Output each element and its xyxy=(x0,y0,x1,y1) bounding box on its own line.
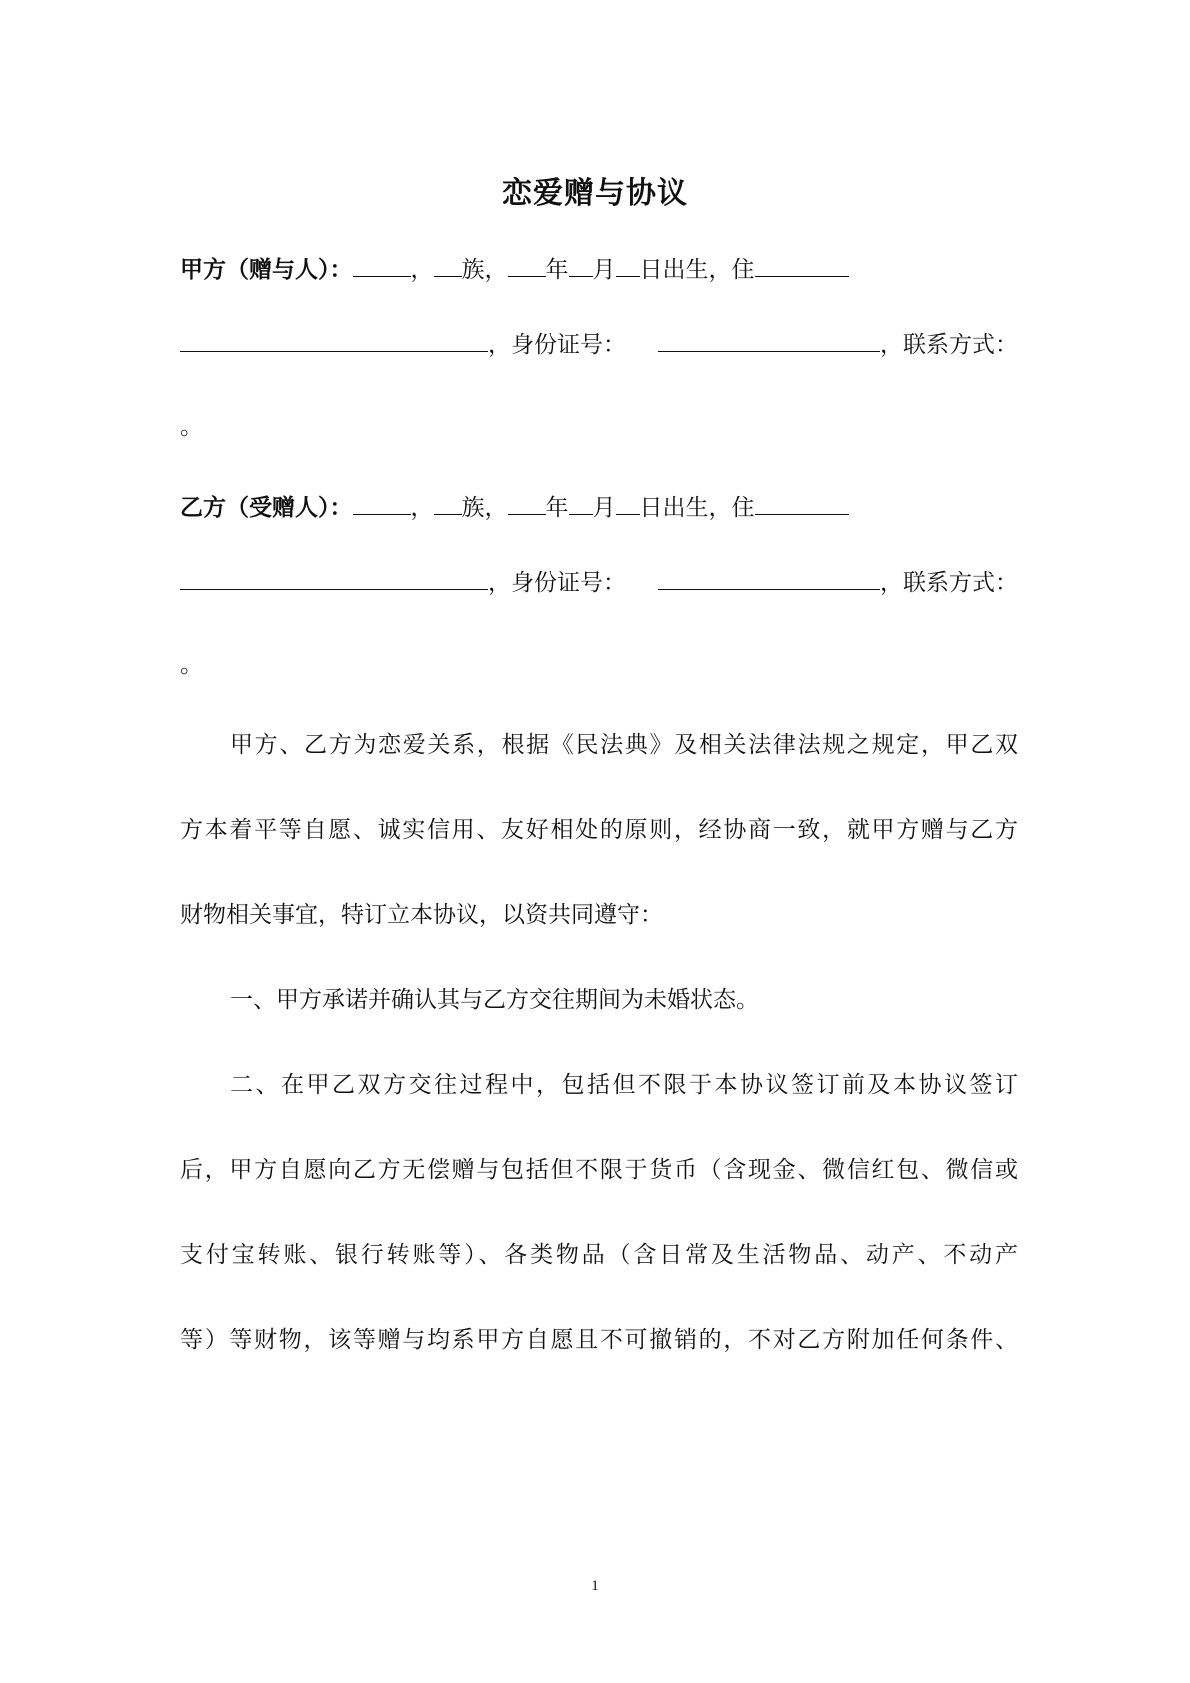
party-b-line-1 xyxy=(180,490,1018,523)
party-a-year-text: 年 xyxy=(545,257,569,283)
clause-2-line-4: 等）等财物，该等赠与均系甲方自愿且不可撤销的，不对乙方附加任何条件、 xyxy=(180,1327,1018,1353)
clause-2-line-1: 二、在甲乙双方交往过程中，包括但不限于本协议签订前及本协议签订 xyxy=(230,1072,1018,1098)
party-a-line-2 xyxy=(180,327,1018,360)
party-b-day-blank xyxy=(616,490,640,515)
party-a-name-blank xyxy=(353,252,411,277)
party-a-month-text: 月 xyxy=(592,257,616,283)
party-a-id-label: ，身份证号： xyxy=(488,332,626,358)
clause-1: 一、甲方承诺并确认其与乙方交往期间为未婚状态。 xyxy=(230,987,759,1013)
party-b-id-blank xyxy=(658,565,880,590)
party-a-label: 甲方（赠与人）： xyxy=(180,256,353,283)
preamble-line-1: 甲方、乙方为恋爱关系，根据《民法典》及相关法律法规之规定，甲乙双 xyxy=(230,732,1018,758)
party-a-born-text: 日出生，住 xyxy=(639,257,755,283)
party-a-year-blank xyxy=(508,252,546,277)
party-b-year-text: 年 xyxy=(545,495,569,521)
clause-2-line-3: 支付宝转账、银行转账等）、各类物品（含日常及生活物品、动产、不动产 xyxy=(180,1242,1018,1268)
party-b-id-label: ，身份证号： xyxy=(488,570,626,596)
party-b-address-blank-2 xyxy=(180,565,488,590)
document-title: 恋爱赠与协议 xyxy=(502,176,688,211)
clause-2-line-2: 后，甲方自愿向乙方无偿赠与包括但不限于货币（含现金、微信红包、微信或 xyxy=(180,1157,1018,1183)
party-b-label: 乙方（受赠人）： xyxy=(180,494,353,521)
party-b-ethnic-text: 族， xyxy=(461,495,508,521)
party-a-day-blank xyxy=(616,252,640,277)
party-a-contact-label: ，联系方式： xyxy=(880,332,1018,358)
preamble-line-2: 方本着平等自愿、诚实信用、友好相处的原则，经协商一致，就甲方赠与乙方 xyxy=(180,817,1018,843)
party-b-contact-label: ，联系方式： xyxy=(880,570,1018,596)
party-b-name-blank xyxy=(353,490,411,515)
party-b-end: 。 xyxy=(180,652,203,678)
party-a-ethnic-text: 族， xyxy=(461,257,508,283)
party-a-end: 。 xyxy=(180,414,203,440)
party-a-id-blank xyxy=(658,327,880,352)
party-b-month-blank xyxy=(569,490,593,515)
party-a-address-blank xyxy=(755,252,849,277)
party-b-year-blank xyxy=(508,490,546,515)
party-a-line-1 xyxy=(180,252,1018,285)
party-b-line-2 xyxy=(180,565,1018,598)
party-a-month-blank xyxy=(569,252,593,277)
party-b-ethnic-blank xyxy=(434,490,462,515)
party-b-address-blank xyxy=(755,490,849,515)
party-a-ethnic-blank xyxy=(434,252,462,277)
party-a-comma: ， xyxy=(410,257,434,283)
party-a-address-blank-2 xyxy=(180,327,488,352)
preamble-line-3: 财物相关事宜，特订立本协议，以资共同遵守： xyxy=(180,902,663,928)
party-b-born-text: 日出生，住 xyxy=(639,495,755,521)
page-number: 1 xyxy=(591,1578,599,1594)
party-b-comma: ， xyxy=(410,495,434,521)
party-b-month-text: 月 xyxy=(592,495,616,521)
